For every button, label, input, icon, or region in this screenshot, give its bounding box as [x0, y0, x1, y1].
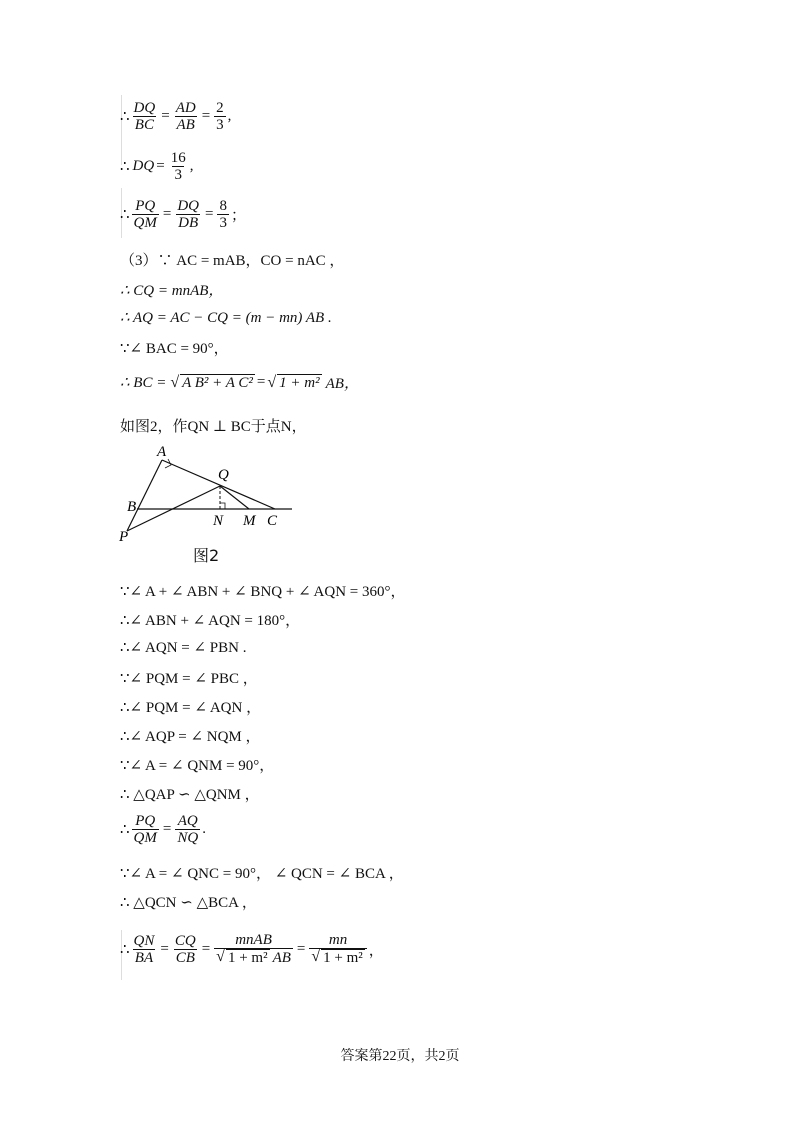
radicand: 1 + m²	[279, 374, 320, 391]
fraction	[174, 100, 198, 133]
equals: =	[161, 108, 170, 124]
square-root	[311, 949, 364, 966]
geometry-figure	[115, 440, 305, 545]
proof-line-15: ∴∠ AQP = ∠ NQM ，	[120, 729, 261, 745]
proof-line-7: ∵∠ BAC = 90°，	[120, 341, 229, 357]
proof-line-19: ∵∠ A = ∠ QNC = 90°， ∠ QCN = ∠ BCA ，	[120, 866, 404, 882]
numerator: QN	[133, 932, 155, 949]
radical-sign: √	[216, 948, 225, 965]
equals: =	[162, 206, 172, 222]
label-q: Q	[218, 467, 229, 483]
equals: =	[162, 821, 172, 837]
proof-line-1	[120, 100, 231, 133]
line-ap	[127, 460, 162, 531]
numerator: DQ	[133, 100, 156, 116]
denominator: 3	[219, 215, 227, 231]
proof-line-14: ∴∠ PQM = ∠ AQN ，	[120, 700, 262, 716]
expr: AB，	[325, 376, 359, 392]
radicand: A B² + A C²	[182, 374, 253, 391]
label-m: M	[243, 513, 256, 529]
therefore-symbol: ∴	[120, 941, 130, 958]
fraction	[132, 198, 159, 231]
label-n: N	[213, 513, 224, 529]
proof-line-18	[120, 813, 206, 846]
denominator: QM	[133, 830, 157, 846]
label-b: B	[127, 499, 137, 515]
punct: ,	[227, 108, 232, 124]
proof-line-21	[120, 932, 384, 966]
denominator: DB	[178, 215, 199, 231]
square-root	[170, 374, 255, 392]
fraction	[214, 100, 226, 133]
fraction	[173, 933, 198, 966]
right-angle-a	[165, 459, 171, 468]
proof-line-13: ∵∠ PQM = ∠ PBC ，	[120, 671, 258, 687]
denominator: CB	[175, 949, 195, 966]
therefore-symbol: ∴	[120, 207, 130, 223]
fraction	[169, 150, 188, 183]
fraction	[132, 100, 158, 133]
expr: AB	[272, 949, 291, 966]
denominator: NQ	[177, 830, 199, 846]
fraction	[175, 813, 200, 846]
proof-line-5: ∴ CQ = mnAB，	[120, 283, 224, 299]
radicand: 1 + m²	[227, 950, 268, 966]
numerator: mn	[328, 932, 348, 948]
figure-caption: 图2	[193, 546, 220, 565]
radical-sign: √	[311, 948, 321, 965]
denominator: 3	[174, 167, 182, 183]
proof-line-3	[120, 198, 246, 231]
fraction	[175, 198, 201, 231]
radical-sign: √	[267, 373, 277, 391]
line-qm	[220, 486, 249, 509]
square-root	[267, 374, 321, 392]
radicand: 1 + m²	[323, 950, 363, 966]
numerator: DQ	[177, 198, 200, 214]
numerator: AQ	[177, 813, 198, 829]
numerator: 2	[216, 100, 224, 116]
fraction	[132, 813, 159, 846]
proof-line-17: ∴ △QAP ∽ △QNM ，	[120, 787, 260, 803]
proof-line-2	[120, 150, 193, 183]
numerator: PQ	[135, 198, 156, 214]
therefore-symbol: ∴	[120, 159, 130, 175]
proof-line-9: 如图2，作QN ⊥ BC于点N，	[120, 419, 307, 435]
label-p: P	[119, 529, 129, 545]
denominator: 3	[216, 117, 224, 133]
label-c: C	[267, 513, 278, 529]
proof-line-8	[120, 372, 359, 393]
label-a: A	[157, 444, 167, 460]
denominator	[214, 948, 293, 966]
punct: ,	[189, 158, 194, 174]
expr: DQ	[132, 158, 155, 174]
equals: =	[201, 108, 211, 124]
proof-line-12: ∴∠ AQN = ∠ PBN .	[120, 640, 247, 656]
punct: ，	[368, 942, 384, 959]
denominator: BC	[134, 117, 154, 133]
equals: =	[256, 374, 266, 390]
equals: =	[156, 158, 165, 174]
numerator: 16	[170, 150, 186, 166]
denominator	[309, 948, 366, 966]
square-root	[216, 949, 269, 966]
page-footer: 答案第22页，共2页	[340, 1049, 460, 1064]
proof-line-6: ∴ AQ = AC − CQ = (m − mn) AB .	[120, 310, 332, 326]
punct: ；	[230, 208, 246, 224]
denominator: QM	[133, 215, 157, 231]
right-angle-n	[220, 503, 225, 509]
denominator: BA	[134, 949, 154, 966]
numerator: CQ	[174, 932, 196, 949]
punct: .	[202, 821, 206, 837]
fraction	[214, 932, 293, 966]
therefore-symbol: ∴	[120, 109, 130, 125]
proof-line-16: ∵∠ A = ∠ QNM = 90°，	[120, 758, 275, 774]
fraction	[132, 933, 157, 966]
proof-line-20: ∴ △QCN ∽ △BCA ，	[120, 895, 257, 911]
proof-line-10: ∵∠ A + ∠ ABN + ∠ BNQ + ∠ AQN = 360°，	[120, 584, 406, 600]
therefore-symbol: ∴	[120, 822, 130, 838]
numerator: PQ	[135, 813, 156, 829]
equals: =	[160, 940, 169, 957]
fraction	[217, 198, 229, 231]
fraction	[309, 932, 366, 966]
equals: =	[201, 940, 211, 957]
radical-sign: √	[170, 373, 180, 391]
numerator: 8	[219, 198, 227, 214]
equals: =	[205, 206, 214, 222]
numerator: AD	[175, 100, 196, 116]
equals: =	[296, 940, 306, 957]
denominator: AB	[176, 117, 195, 133]
expr: ∴ BC =	[120, 375, 167, 391]
numerator: mnAB	[235, 932, 272, 948]
proof-line-11: ∴∠ ABN + ∠ AQN = 180°，	[120, 613, 301, 629]
proof-line-4: （3）∵ AC = mAB，CO = nAC ，	[120, 253, 345, 269]
